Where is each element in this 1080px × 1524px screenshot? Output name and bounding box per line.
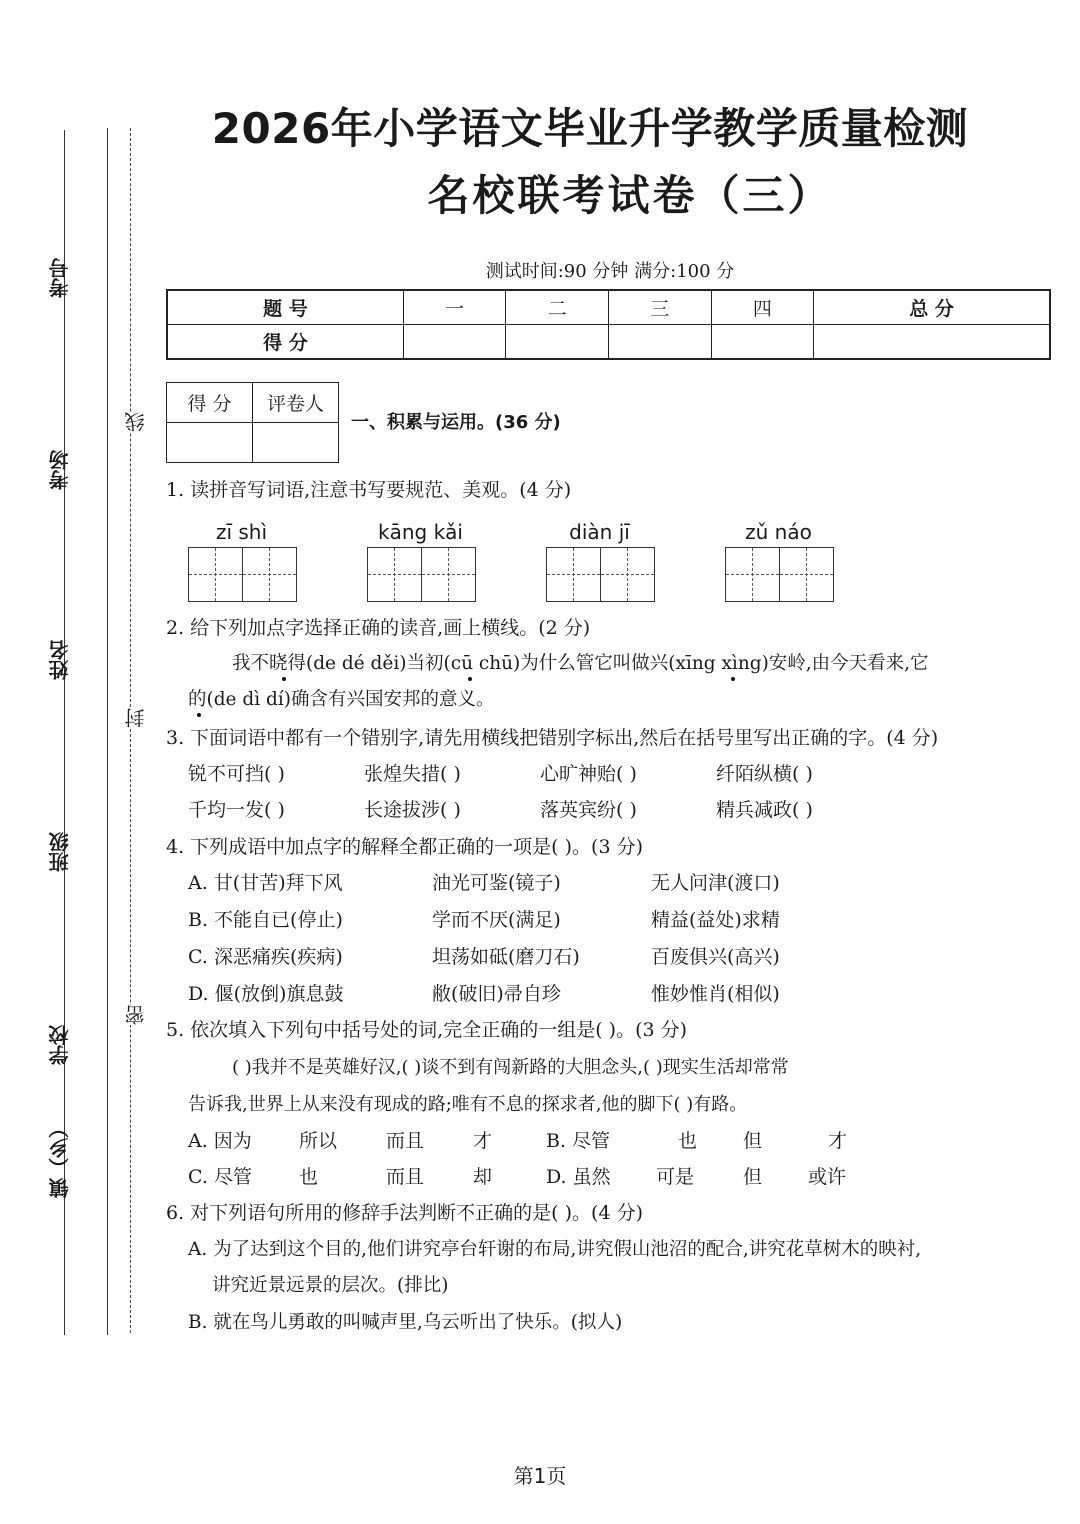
q5-line-2: 告诉我,世界上从来没有现成的路;唯有不息的探求者,他的脚下( )有路。	[188, 1094, 748, 1115]
grader-name-cell[interactable]	[253, 423, 339, 463]
q5-line-1: ( )我并不是英雄好汉,( )谈不到有闯新路的大胆念头,( )现实生活却常常	[232, 1057, 789, 1078]
q3-row-2	[188, 797, 1048, 823]
q4-option-part: B. 不能自已(停止)	[188, 909, 343, 931]
q4-option-part: 惟妙惟肖(相似)	[651, 983, 780, 1005]
score-table	[166, 289, 1051, 360]
margin-label-school: 学校	[48, 1025, 72, 1065]
q1-writing-grid-4[interactable]	[725, 547, 834, 602]
score-header-3: 三	[608, 290, 711, 325]
seal-dashed-line	[130, 128, 131, 1333]
q5-option-word: 才	[828, 1130, 848, 1152]
q4-option-b	[188, 907, 1048, 933]
margin-label-town: 镇（乡）	[48, 1118, 72, 1198]
q5-option-word: 才	[473, 1130, 493, 1152]
q3-item: 张煌失措( )	[364, 763, 461, 785]
q3-item: 落英宾纷( )	[540, 799, 637, 821]
seal-char-line: 线	[121, 412, 150, 432]
q3-item: 长途拔涉( )	[364, 799, 461, 821]
q5-option-word: A. 因为	[188, 1130, 252, 1152]
margin-label-exam-number: 考号	[48, 258, 72, 298]
q5-options-ab	[188, 1128, 1048, 1154]
q4-option-d	[188, 981, 1048, 1007]
q2-line-2: 的(de dì dí)确含有兴国安邦的意义。	[188, 689, 495, 710]
test-info: 测试时间:90 分钟 满分:100 分	[485, 261, 735, 282]
q4-option-part: 坦荡如砥(磨刀石)	[432, 946, 580, 968]
q5-option-word: D. 虽然	[546, 1166, 611, 1188]
score-cell-2[interactable]	[506, 325, 609, 360]
q5-option-word: 而且	[386, 1130, 425, 1152]
q5-option-word: B. 尽管	[546, 1130, 611, 1152]
score-header-label: 题 号	[167, 290, 403, 325]
margin-label-class: 班级	[48, 832, 72, 872]
grader-score-label: 得 分	[167, 383, 253, 423]
exam-subtitle: 名校联考试卷（三）	[427, 171, 833, 220]
q4-option-part: 敝(破旧)帚自珍	[432, 983, 561, 1005]
q2-prompt: 2. 给下列加点字选择正确的读音,画上横线。(2 分)	[166, 617, 591, 639]
q2-emphasis-dot-3	[731, 677, 735, 681]
score-cell-3[interactable]	[608, 325, 711, 360]
q3-item: 心旷神贻( )	[540, 763, 637, 785]
grader-score-cell[interactable]	[167, 423, 253, 463]
q4-option-part: 精益(益处)求精	[651, 909, 780, 931]
grader-name-label: 评卷人	[253, 383, 339, 423]
q5-option-word: 也	[299, 1166, 319, 1188]
q4-option-a	[188, 870, 1048, 896]
q2-emphasis-dot-1	[282, 677, 286, 681]
score-cell-4[interactable]	[711, 325, 814, 360]
q3-item: 精兵减政( )	[716, 799, 813, 821]
q6-option-a-line-1: A. 为了达到这个目的,他们讲究亭台轩谢的布局,讲究假山池沼的配合,讲究花草树木的映衬,	[188, 1239, 922, 1260]
q4-option-part: A. 甘(甘苦)拜下风	[188, 872, 343, 894]
margin-line-inner	[107, 128, 108, 1335]
q1-pinyin-3: diàn jī	[569, 520, 630, 544]
score-header-4: 四	[711, 290, 814, 325]
q1-pinyin-4: zǔ náo	[745, 520, 812, 544]
q3-item: 纤陌纵横( )	[716, 763, 813, 785]
q2-line-1: 我不晓得(de dé děi)当初(cū chū)为什么管它叫做兴(xīng xìng)安岭,由今天看来,它	[232, 653, 929, 674]
q4-option-part: 油光可鉴(镜子)	[432, 872, 561, 894]
q4-option-part: D. 偃(放倒)旗息鼓	[188, 983, 344, 1005]
q5-option-word: 但	[743, 1166, 763, 1188]
q4-option-part: 百废俱兴(高兴)	[651, 946, 780, 968]
margin-label-name: 姓名	[48, 640, 72, 680]
score-header-2: 二	[506, 290, 609, 325]
q1-writing-grid-2[interactable]	[367, 547, 476, 602]
q4-option-c	[188, 944, 1048, 970]
q5-option-word: C. 尽管	[188, 1166, 252, 1188]
q5-option-word: 所以	[299, 1130, 338, 1152]
q6-prompt: 6. 对下列语句所用的修辞手法判断不正确的是( )。(4 分)	[166, 1202, 643, 1224]
q5-option-word: 但	[743, 1130, 763, 1152]
q1-writing-grid-1[interactable]	[188, 547, 297, 602]
exam-title: 2026年小学语文毕业升学教学质量检测	[211, 104, 969, 153]
score-cell-total[interactable]	[814, 325, 1050, 360]
score-header-1: 一	[403, 290, 506, 325]
q5-option-word: 或许	[808, 1166, 847, 1188]
q3-item: 千均一发( )	[188, 799, 285, 821]
q2-emphasis-dot-2	[468, 677, 472, 681]
q4-option-part: 学而不厌(满足)	[432, 909, 561, 931]
q2-emphasis-dot-4	[197, 713, 201, 717]
q3-prompt: 3. 下面词语中都有一个错别字,请先用横线把错别字标出,然后在括号里写出正确的字。(4 分)	[166, 727, 939, 749]
section-heading: 一、积累与运用。(36 分)	[351, 412, 561, 433]
seal-char-seal: 封	[121, 708, 150, 728]
grader-box	[166, 382, 339, 463]
q4-option-part: 无人问津(渡口)	[651, 872, 780, 894]
margin-label-exam-room: 考场	[48, 450, 72, 490]
score-cell-1[interactable]	[403, 325, 506, 360]
q6-option-a-line-2: 讲究近景远景的层次。(排比)	[212, 1275, 449, 1296]
q1-writing-grid-3[interactable]	[546, 547, 655, 602]
score-row-label: 得 分	[167, 325, 403, 360]
q5-option-word: 也	[678, 1130, 698, 1152]
q5-prompt: 5. 依次填入下列句中括号处的词,完全正确的一组是( )。(3 分)	[166, 1019, 688, 1041]
q1-pinyin-1: zī shì	[215, 520, 268, 544]
q4-prompt: 4. 下列成语中加点字的解释全都正确的一项是( )。(3 分)	[166, 836, 643, 858]
q5-option-word: 而且	[386, 1166, 425, 1188]
q1-pinyin-2: kāng kǎi	[378, 520, 463, 544]
score-header-total: 总 分	[814, 290, 1050, 325]
page-number: 第1页	[513, 1464, 567, 1488]
q3-row-1	[188, 761, 1048, 787]
q4-option-part: C. 深恶痛疾(疾病)	[188, 946, 343, 968]
q6-option-b: B. 就在鸟儿勇敢的叫喊声里,乌云听出了快乐。(拟人)	[188, 1312, 623, 1333]
q3-item: 锐不可挡( )	[188, 763, 285, 785]
q1-prompt: 1. 读拼音写词语,注意书写要规范、美观。(4 分)	[166, 479, 572, 501]
q5-options-cd	[188, 1164, 1048, 1190]
q5-option-word: 却	[473, 1166, 493, 1188]
seal-char-secret: 密	[121, 1005, 150, 1025]
q5-option-word: 可是	[656, 1166, 695, 1188]
